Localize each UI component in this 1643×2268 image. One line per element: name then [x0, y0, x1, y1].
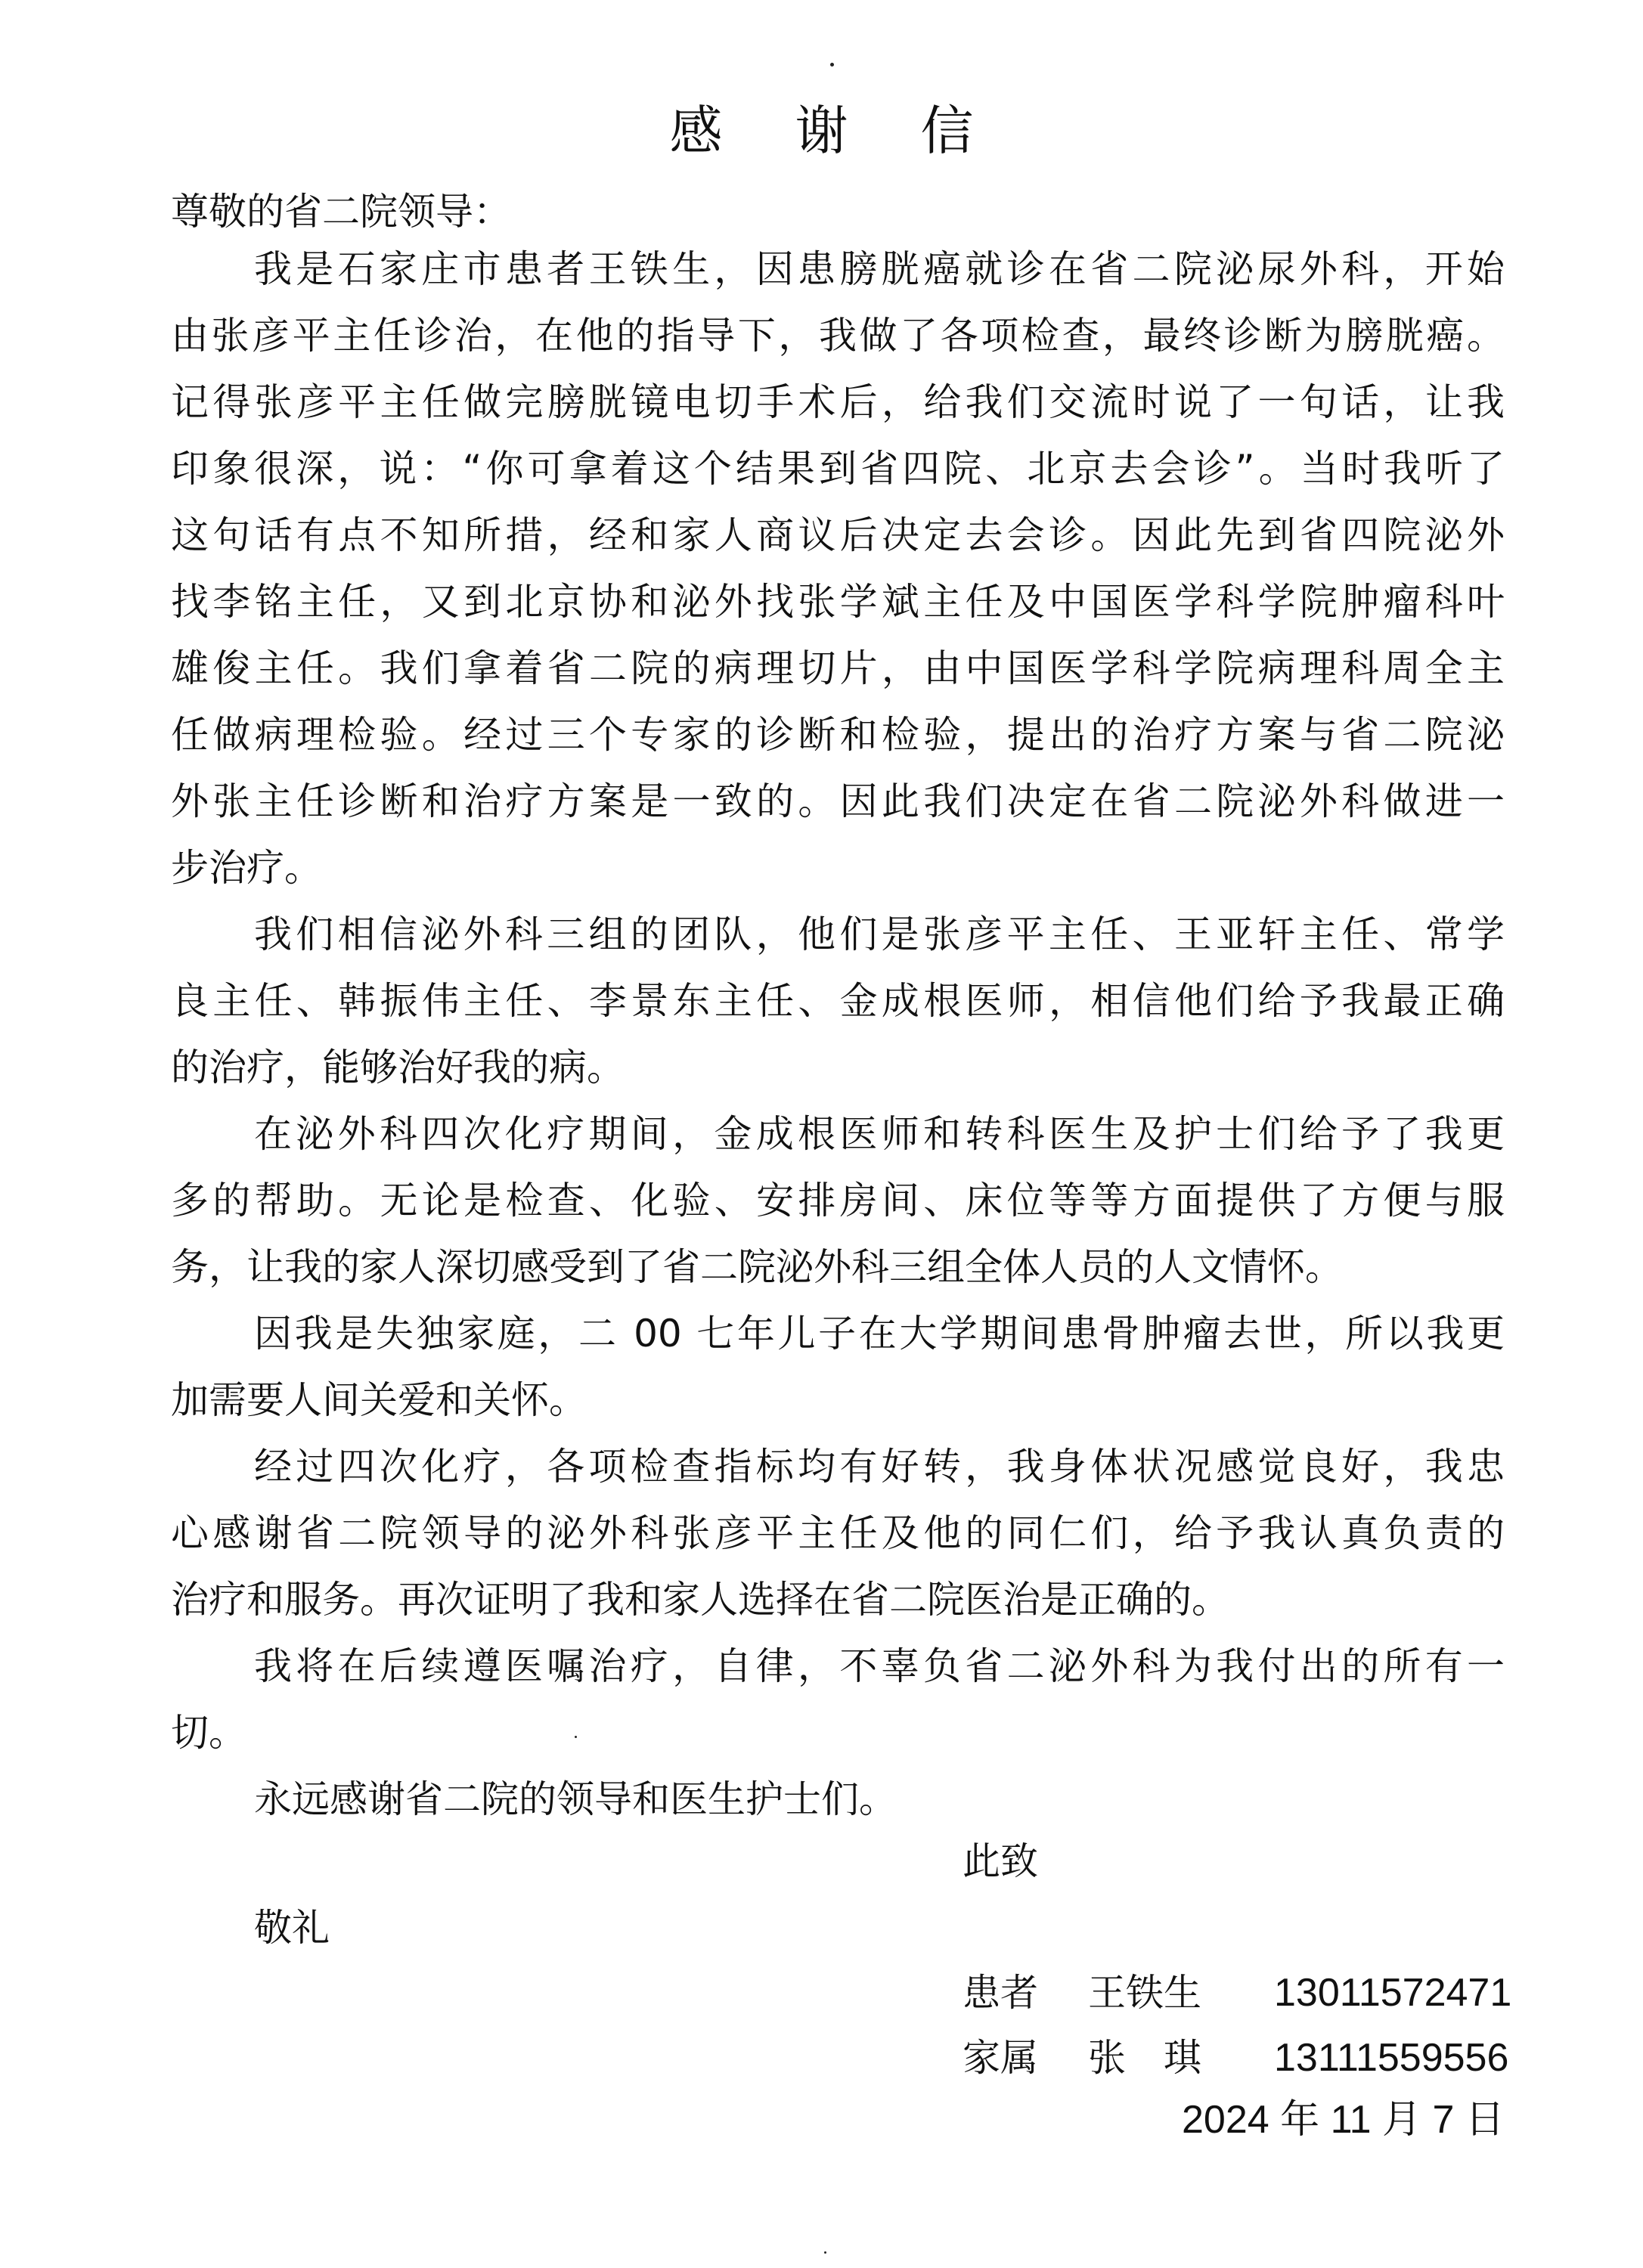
- body-line: 步治疗。: [171, 846, 322, 890]
- body-line: 由张彦平主任诊治，在他的指导下，我做了各项检查，最终诊断为膀胱癌。: [171, 314, 1505, 358]
- body-line: 良主任、韩振伟主任、李景东主任、金成根医师，相信他们给予我最正确: [171, 979, 1505, 1023]
- body-line: 加需要人间关爱和关怀。: [171, 1378, 587, 1422]
- letter-title: [0, 97, 1643, 165]
- closing-jingli: 敬礼: [254, 1906, 330, 1950]
- body-line: 记得张彦平主任做完膀胱镜电切手术后，给我们交流时说了一句话，让我: [171, 380, 1505, 424]
- patient-phone: 13011572471: [1274, 1971, 1512, 2015]
- title-char: 信: [920, 100, 974, 162]
- body-line: 务，让我的家人深切感受到了省二院泌外科三组全体人员的人文情怀。: [171, 1245, 1343, 1289]
- family-phone: 13111559556: [1274, 2036, 1509, 2080]
- scan-speck: [575, 1736, 577, 1738]
- body-line: 心感谢省二院领导的泌外科张彦平主任及他的同仁们，给予我认真负责的: [171, 1511, 1505, 1555]
- salutation: 尊敬的省二院领导：: [171, 190, 511, 234]
- body-line: 雄俊主任。我们拿着省二院的病理切片，由中国医学科学院病理科周全主: [171, 646, 1505, 690]
- body-line: 这句话有点不知所措，经和家人商议后决定去会诊。因此先到省四院泌外: [171, 513, 1505, 557]
- patient-name: 王铁生: [1088, 1971, 1201, 2015]
- body-line: 因我是失独家庭，二 00 七年儿子在大学期间患骨肿瘤去世，所以我更: [254, 1312, 1505, 1356]
- scan-speck: [830, 63, 834, 67]
- body-line: 经过四次化疗，各项检查指标均有好转，我身体状况感觉良好，我忠: [254, 1445, 1505, 1489]
- body-line: 印象很深，说：“你可拿着这个结果到省四院、北京去会诊”。当时我听了: [171, 447, 1505, 491]
- scan-speck: [824, 2251, 826, 2254]
- body-line: 的治疗，能够治好我的病。: [171, 1046, 625, 1089]
- body-line: 我们相信泌外科三组的团队，他们是张彦平主任、王亚轩主任、常学: [254, 912, 1505, 956]
- letter-date: 2024 年 11 月 7 日: [1182, 2098, 1505, 2142]
- closing-cizhi: 此致: [963, 1839, 1038, 1883]
- body-line: 外张主任诊断和治疗方案是一致的。因此我们决定在省二院泌外科做进一: [171, 779, 1505, 823]
- body-line: 我将在后续遵医嘱治疗，自律，不辜负省二泌外科为我付出的所有一: [254, 1644, 1505, 1688]
- body-line: 切。: [171, 1711, 246, 1755]
- title-char: 谢: [795, 100, 848, 162]
- body-line: 任做病理检验。经过三个专家的诊断和检验，提出的治疗方案与省二院泌: [171, 713, 1505, 757]
- body-line: 在泌外科四次化疗期间，金成根医师和转科医生及护士们给予了我更: [254, 1112, 1505, 1156]
- title-char: 感: [669, 100, 723, 162]
- body-line: 治疗和服务。再次证明了我和家人选择在省二院医治是正确的。: [171, 1578, 1229, 1622]
- family-label: 家属: [963, 2036, 1038, 2080]
- body-line: 永远感谢省二院的领导和医生护士们。: [254, 1777, 897, 1821]
- body-line: 多的帮助。无论是检查、化验、安排房间、床位等等方面提供了方便与服: [171, 1179, 1505, 1222]
- patient-label: 患者: [963, 1971, 1038, 2015]
- body-line: 我是石家庄市患者王铁生，因患膀胱癌就诊在省二院泌尿外科，开始: [254, 247, 1505, 291]
- body-line: 找李铭主任，又到北京协和泌外找张学斌主任及中国医学科学院肿瘤科叶: [171, 580, 1505, 624]
- family-name: 张 琪: [1088, 2036, 1201, 2080]
